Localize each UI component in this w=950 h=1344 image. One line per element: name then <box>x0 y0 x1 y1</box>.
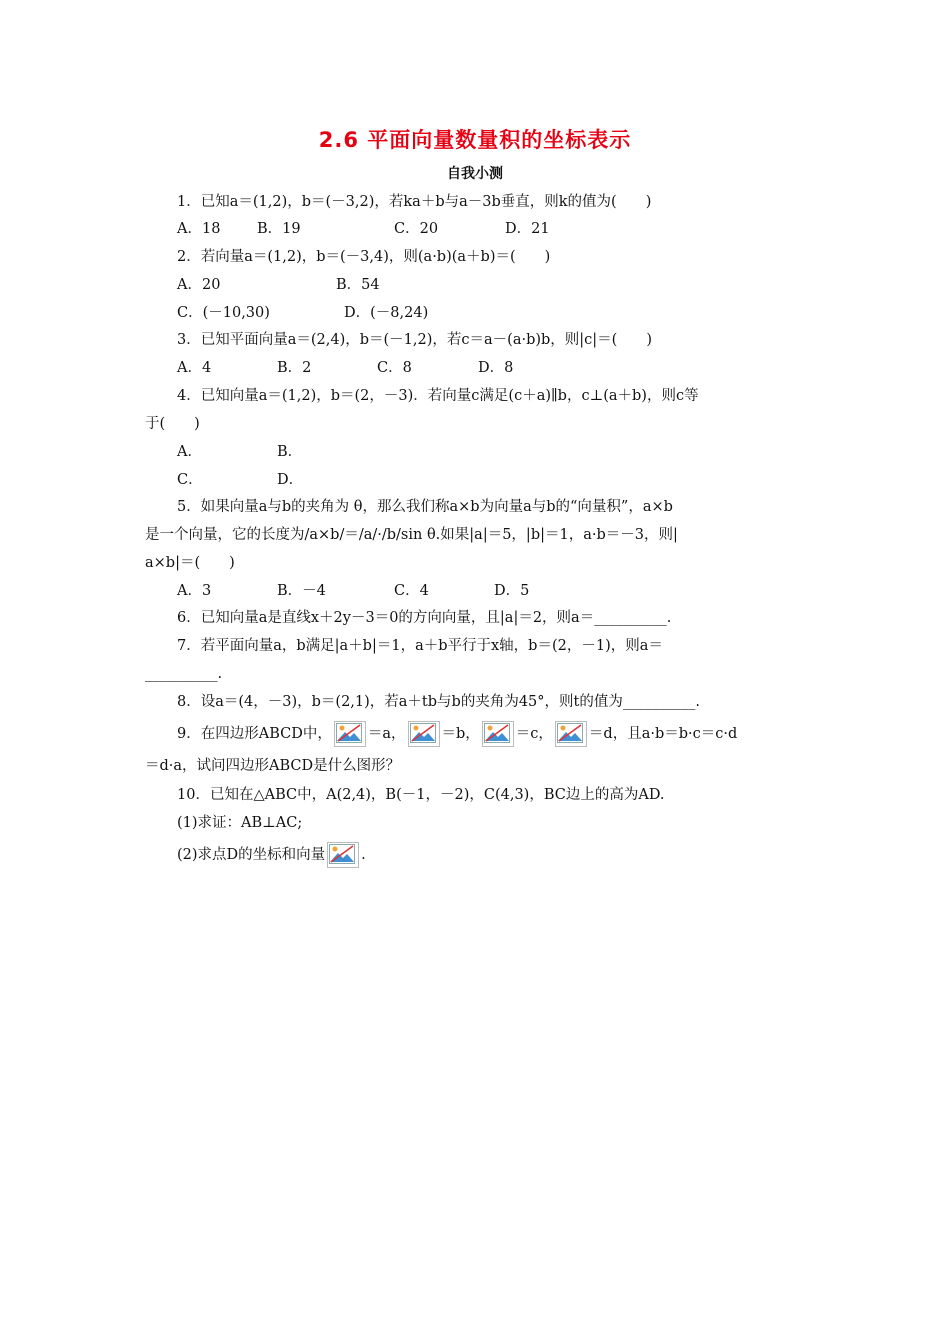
question-4-cont: 于( ) <box>145 416 200 432</box>
broken-image-icon <box>334 721 366 747</box>
q9-eq-a: ＝a， <box>367 726 406 742</box>
question-10-part-1: (1)求证：AB⊥AC; <box>177 815 303 831</box>
q2-option-d: D．(－8,24) <box>344 305 429 321</box>
q3-option-d: D．8 <box>478 360 514 376</box>
q1-option-b: B．19 <box>257 221 301 237</box>
q9-eq-b: ＝b， <box>441 726 480 742</box>
q1-option-c: C．20 <box>394 221 439 237</box>
question-10: 10．已知在△ABC中，A(2,4)，B(－1，－2)，C(4,3)，BC边上的高为AD. <box>177 787 665 803</box>
question-7-cont: __________. <box>145 666 223 682</box>
q5-option-c: C．4 <box>394 583 429 599</box>
q3-option-a: A．4 <box>177 360 212 376</box>
question-5: 5．如果向量a与b的夹角为 θ，那么我们称a×b为向量a与b的“向量积”，a×b <box>177 499 673 515</box>
q9-eq-c: ＝c， <box>515 726 553 742</box>
broken-image-icon <box>482 721 514 747</box>
broken-image-icon <box>408 721 440 747</box>
q4-option-a: A． <box>177 444 202 460</box>
q2-option-c: C．(－10,30) <box>177 305 270 321</box>
q4-option-c: C． <box>177 472 203 488</box>
question-6: 6．已知向量a是直线x＋2y－3＝0的方向向量，且|a|＝2，则a＝__________. <box>177 610 672 626</box>
q2-option-b: B．54 <box>336 277 380 293</box>
q2-option-a: A．20 <box>177 277 221 293</box>
q3-option-b: B．2 <box>277 360 312 376</box>
question-9 <box>177 721 737 747</box>
q1-option-a: A．18 <box>177 221 221 237</box>
question-10-part-2 <box>177 842 366 868</box>
q4-option-d: D． <box>277 472 304 488</box>
question-5-cont: 是一个向量，它的长度为/a×b/＝/a/·/b/sin θ.如果|a|＝5，|b|＝1，a·b＝－3，则| <box>145 527 678 543</box>
section-subtitle: 自我小测 <box>447 166 503 182</box>
question-8: 8．设a＝(4，－3)，b＝(2,1)，若a＋tb与b的夹角为45°，则t的值为__________. <box>177 694 700 710</box>
question-4: 4．已知向量a＝(1,2)，b＝(2，－3)．若向量c满足(c＋a)∥b，c⊥(a＋b)，则c等 <box>177 388 699 404</box>
question-7: 7．若平面向量a，b满足|a＋b|＝1，a＋b平行于x轴，b＝(2，－1)，则a＝ <box>177 638 663 654</box>
broken-image-icon <box>555 721 587 747</box>
q1-option-d: D．21 <box>505 221 550 237</box>
question-9-cont: ＝d·a，试问四边形ABCD是什么图形？ <box>145 758 401 774</box>
broken-image-icon <box>327 842 359 868</box>
q10-2-prefix: (2)求点D的坐标和向量 <box>177 847 326 863</box>
q5-option-d: D．5 <box>494 583 530 599</box>
q5-option-a: A．3 <box>177 583 212 599</box>
question-2: 2．若向量a＝(1,2)，b＝(－3,4)，则(a·b)(a＋b)＝( ) <box>177 249 551 265</box>
page-title: 2.6 平面向量数量积的坐标表示 <box>318 128 632 152</box>
q5-option-b: B．－4 <box>277 583 326 599</box>
q10-2-suffix: . <box>361 847 366 863</box>
q3-option-c: C．8 <box>377 360 412 376</box>
question-3: 3．已知平面向量a＝(2,4)，b＝(－1,2)，若c＝a－(a·b)b，则|c|＝( ) <box>177 332 653 348</box>
q9-prefix: 9．在四边形ABCD中， <box>177 726 332 742</box>
question-1: 1．已知a＝(1,2)，b＝(－3,2)，若ka＋b与a－3b垂直，则k的值为( ) <box>177 194 652 210</box>
q9-eq-d: ＝d，且a·b＝b·c＝c·d <box>588 726 738 742</box>
q4-option-b: B． <box>277 444 303 460</box>
question-5-cont2: a×b|＝( ) <box>145 555 235 571</box>
